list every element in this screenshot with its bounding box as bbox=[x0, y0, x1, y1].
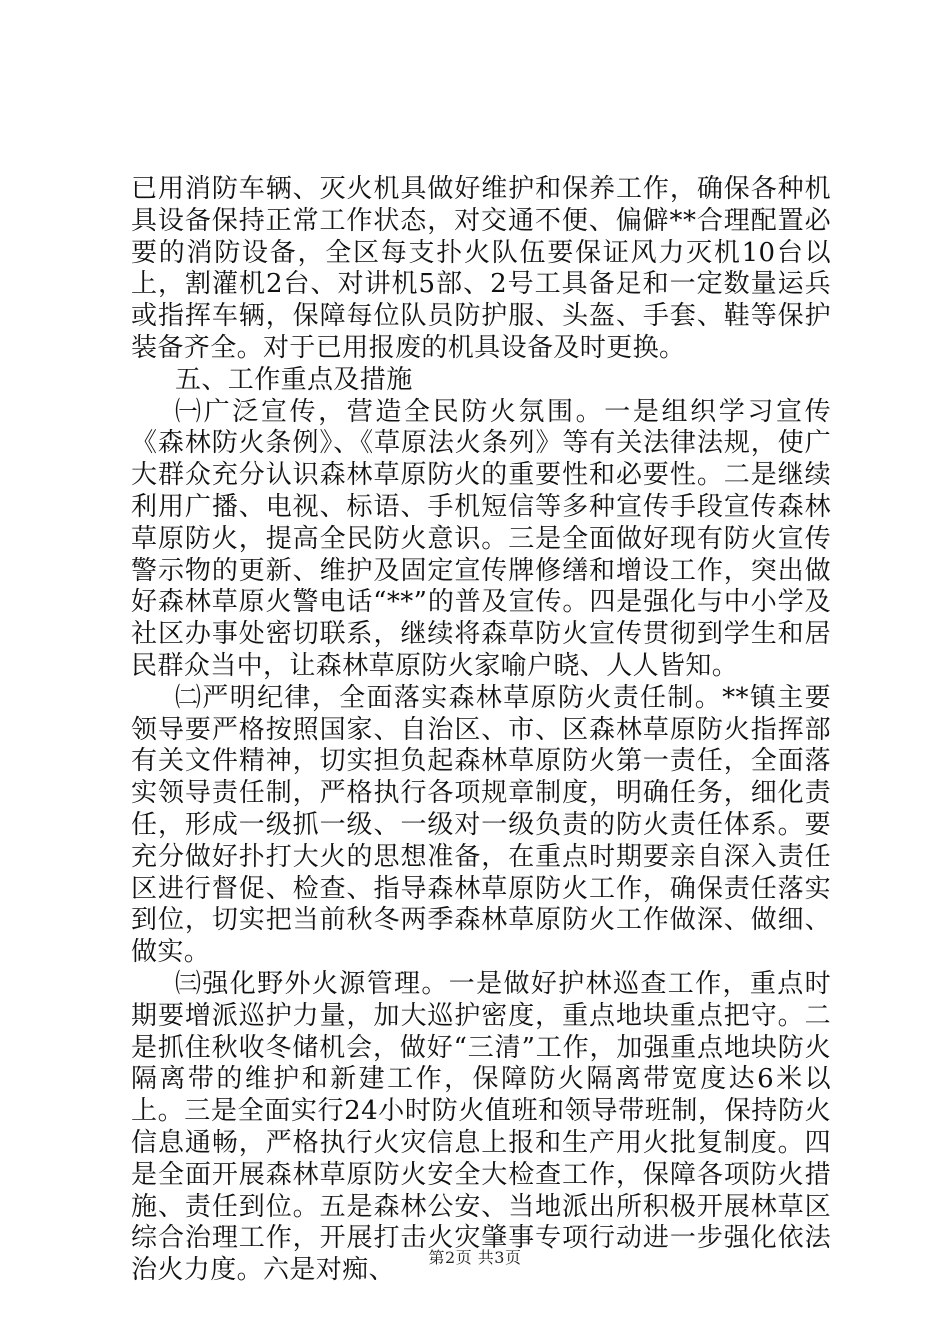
page-footer: 第2页 共3页 bbox=[428, 1248, 522, 1267]
document-body bbox=[131, 174, 831, 1287]
section-heading: 五、工作重点及措施 bbox=[175, 364, 413, 395]
paragraph-fire-source: ㈢强化野外火源管理。一是做好护林巡查工作，重点时期要增派巡护力量，加大巡护密度，重点地块重点把守。二是抓住秋收冬储机会，做好“三清”工作，加强重点地块防火隔离带的维护和新建工作，保障防火隔离带宽度达6米以上。三是全面实行24小时防火值班和领导带班制，保持防火信息通畅，严格执行火灾信息上报和生产用火批复制度。四是全面开展森林草原防火安全大检查工作，保障各项防火措施、责任到位。五是森林公安、当地派出所积极开展林草区综合治理工作，开展打击火灾肇事专项行动进一步强化依法治火力度。六是对痴、 bbox=[131, 968, 831, 1286]
paragraph-responsibility: ㈡严明纪律，全面落实森林草原防火责任制。**镇主要领导要严格按照国家、自治区、市、区森林草原防火指挥部有关文件精神，切实担负起森林草原防火第一责任，全面落实领导责任制，严格执行各项规章制度，明确任务，细化责任，形成一级抓一级、一级对一级负责的防火责任体系。要充分做好扑打大火的思想准备，在重点时期要亲自深入责任区进行督促、检查、指导森林草原防火工作，确保责任落实到位，切实把当前秋冬两季森林草原防火工作做深、做细、做实。 bbox=[131, 682, 831, 968]
paragraph-equipment: 已用消防车辆、灭火机具做好维护和保养工作，确保各种机具设备保持正常工作状态，对交通不便、偏僻**合理配置必要的消防设备，全区每支扑火队伍要保证风力灭机10台以上，割灌机2台、对讲机5部、2号工具备足和一定数量运兵或指挥车辆，保障每位队员防护服、头盔、手套、鞋等保护装备齐全。对于已用报废的机具设备及时更换。 bbox=[131, 174, 831, 363]
paragraph-publicity: ㈠广泛宣传，营造全民防火氛围。一是组织学习宣传《森林防火条例》、《草原法火条列》等有关法律法规，使广大群众充分认识森林草原防火的重要性和必要性。二是继续利用广播、电视、标语、手机短信等多种宣传手段宣传森林草原防火，提高全民防火意识。三是全面做好现有防火宣传警示物的更新、维护及固定宣传牌修缮和增设工作，突出做好森林草原火警电话“**”的普及宣传。四是强化与中小学及社区办事处密切联系，继续将森草防火宣传贯彻到学生和居民群众当中，让森林草原防火家喻户晓、人人皆知。 bbox=[131, 396, 831, 681]
